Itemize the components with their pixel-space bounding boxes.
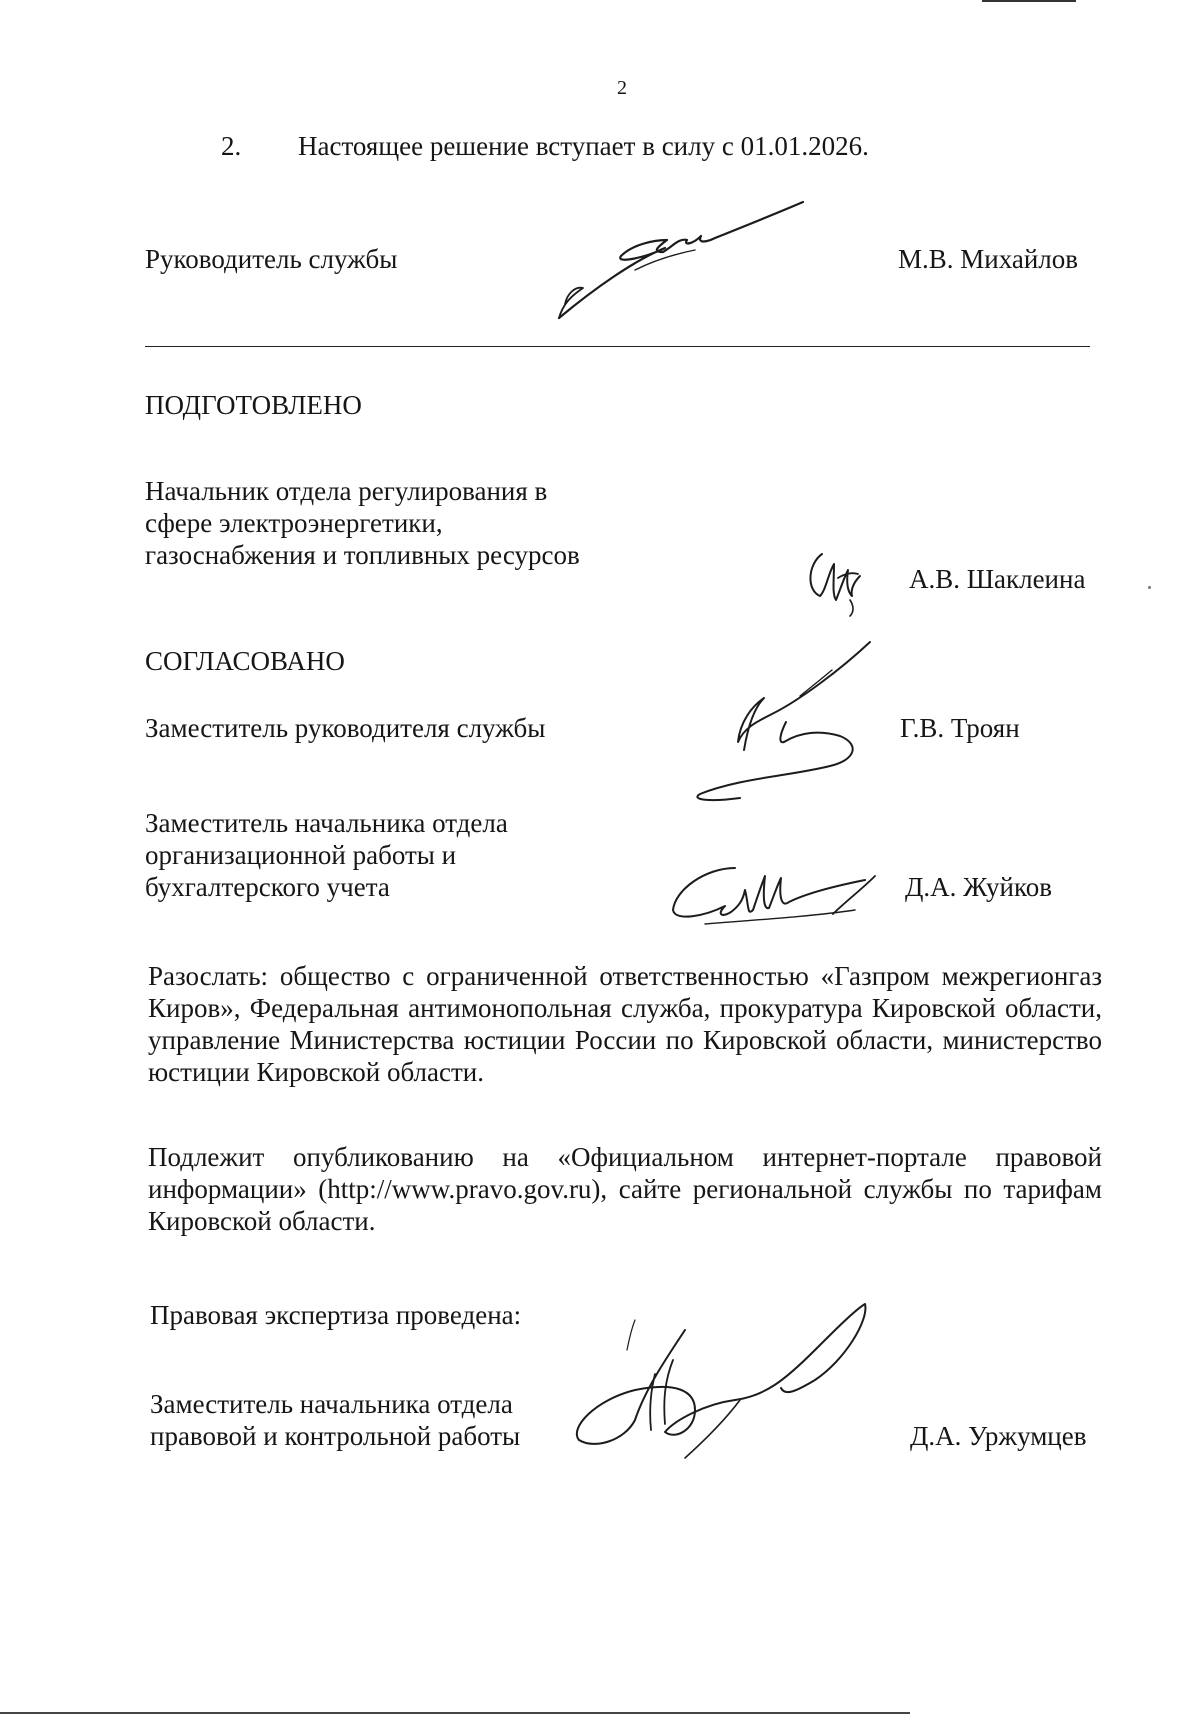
prepared-position-line: Начальник отдела регулирования в <box>145 476 548 506</box>
scan-speck <box>1148 586 1151 589</box>
approver-position-line: бухгалтерского учета <box>145 872 390 902</box>
prepared-name: А.В. Шаклеина <box>909 564 1086 594</box>
prepared-position-line: газоснабжения и топливных ресурсов <box>145 540 580 570</box>
head-position: Руководитель службы <box>145 244 398 274</box>
item-text: Настоящее решение вступает в силу с 01.01.2026. <box>298 131 869 161</box>
head-signature <box>555 200 815 325</box>
separator-line <box>145 346 1090 347</box>
bottom-edge-rule <box>0 1712 910 1714</box>
approver-position-line: Заместитель начальника отдела <box>145 808 508 838</box>
approver-name: Г.В. Троян <box>900 713 1020 743</box>
prepared-signature <box>800 540 880 620</box>
approver-position-line: организационной работы и <box>145 840 457 870</box>
legal-review-name: Д.А. Уржумцев <box>910 1421 1087 1451</box>
approver-signature-zhuykov <box>665 850 905 930</box>
distribution-paragraph: Разослать: общество с ограниченной ответственностью «Газпром межрегионгаз Киров», Федеральная антимонопольная служба, прокуратура Кировской области, управление Министерства юстиции России по Кировской области, министерство юстиции Кировской области. <box>148 961 1102 1087</box>
approved-heading: СОГЛАСОВАНО <box>145 646 345 676</box>
legal-review-position-line: Заместитель начальника отдела <box>150 1389 513 1419</box>
legal-review-signature <box>565 1300 895 1460</box>
legal-review-heading: Правовая экспертиза проведена: <box>150 1300 522 1330</box>
approver-signature-troyan <box>660 630 890 805</box>
legal-review-position-line: правовой и контрольной работы <box>150 1421 521 1451</box>
approver-position: Заместитель руководителя службы <box>145 713 546 743</box>
publication-paragraph: Подлежит опубликованию на «Официальном интернет-портале правовой информации» (http://www.pravo.gov.ru), сайте региональной службы по тарифам Кировской области. <box>148 1142 1102 1236</box>
prepared-heading: ПОДГОТОВЛЕНО <box>145 390 362 420</box>
approver-name: Д.А. Жуйков <box>905 872 1052 902</box>
prepared-position-line: сфере электроэнергетики, <box>145 508 443 538</box>
head-name: М.В. Михайлов <box>898 244 1079 274</box>
item-number: 2. <box>221 131 242 161</box>
top-edge-rule <box>982 0 1076 2</box>
page-number: 2 <box>617 77 627 99</box>
